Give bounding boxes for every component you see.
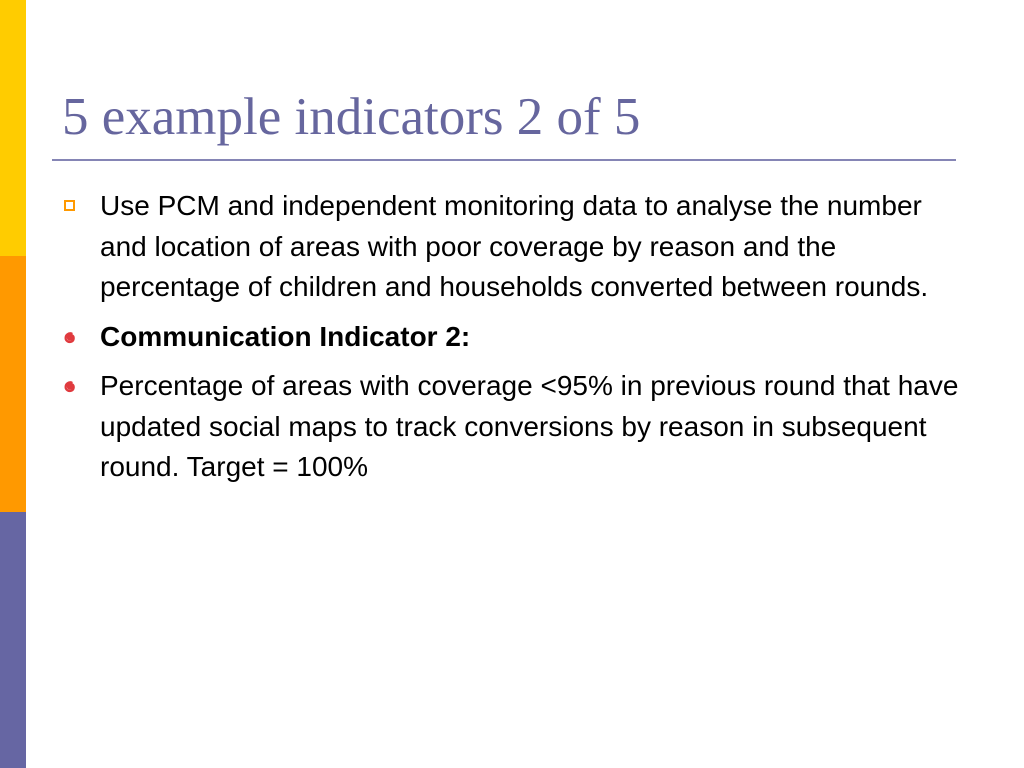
bullet-list bbox=[60, 186, 960, 497]
bullet-text: Use PCM and independent monitoring data to analyse the number and location of areas with poor coverage by reason and the percentage of children and households converted between rounds. bbox=[100, 190, 929, 302]
bullet-text: Communication Indicator 2: bbox=[100, 320, 471, 352]
side-bar-yellow-segment bbox=[0, 0, 26, 256]
slide-title: 5 example indicators 2 of 5 bbox=[62, 88, 641, 146]
side-accent-bar bbox=[0, 0, 26, 768]
swirl-bullet-icon bbox=[61, 378, 79, 396]
title-underline bbox=[52, 159, 956, 161]
bullet-text: Percentage of areas with coverage <95% in previous round that have updated social maps to track conversions by reason in subsequent round. Target = 100% bbox=[100, 370, 959, 482]
bullet-item bbox=[60, 317, 960, 358]
bullet-item bbox=[60, 186, 960, 308]
side-bar-purple-segment bbox=[0, 512, 26, 768]
square-bullet-icon bbox=[64, 200, 75, 211]
side-bar-orange-segment bbox=[0, 256, 26, 512]
bullet-item bbox=[60, 366, 960, 488]
swirl-bullet-icon bbox=[61, 329, 79, 347]
